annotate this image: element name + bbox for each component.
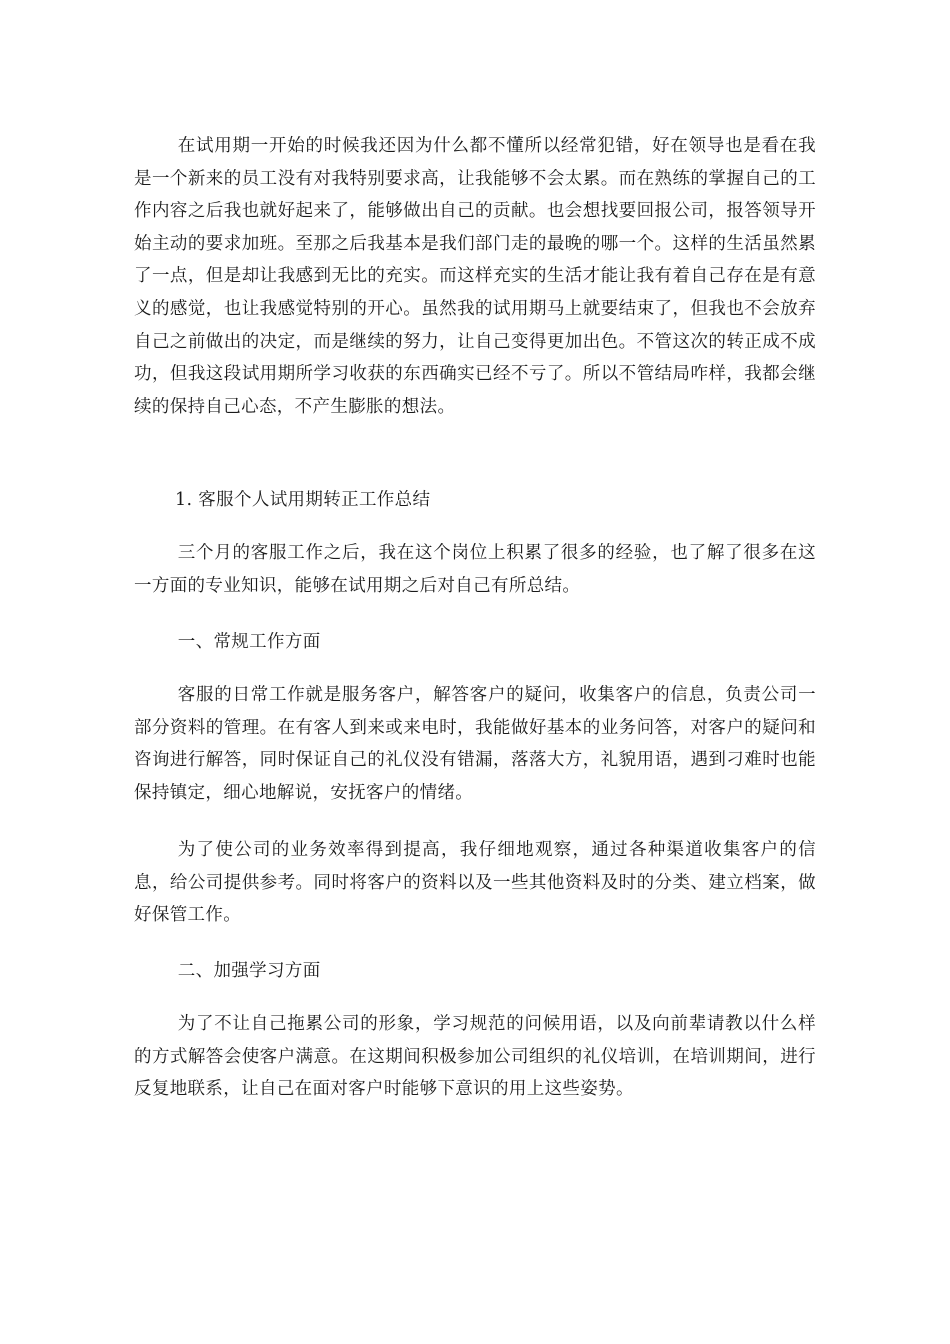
paragraph-efficiency: 为了使公司的业务效率得到提高，我仔细地观察，通过各种渠道收集客户的信息，给公司提供参考。同时将客户的资料以及一些其他资料及时的分类、建立档案，做好保管工作。 xyxy=(134,840,816,926)
heading-routine-work: 一、常规工作方面 xyxy=(177,632,321,652)
paragraph-customer-service-intro: 三个月的客服工作之后，我在这个岗位上积累了很多的经验，也了解了很多在这一方面的专业知识，能够在试用期之后对自己有所总结。 xyxy=(134,543,816,596)
section-title: 1. 客服个人试用期转正工作总结 xyxy=(175,490,431,510)
paragraph-learning: 为了不让自己拖累公司的形象，学习规范的问候用语，以及向前辈请教以什么样的方式解答会使客户满意。在这期间积极参加公司组织的礼仪培训，在培训期间，进行反复地联系，让自己在面对客户时能够下意识的用上这些姿势。 xyxy=(134,1014,816,1100)
paragraph-routine-work: 客服的日常工作就是服务客户，解答客户的疑问，收集客户的信息，负责公司一部分资料的管理。在有客人到来或来电时，我能做好基本的业务问答，对客户的疑问和咨询进行解答，同时保证自己的礼仪没有错漏，落落大方，礼貌用语，遇到刁难时也能保持镇定，细心地解说，安抚客户的情绪。 xyxy=(134,685,816,803)
paragraph-trial-period-reflection: 在试用期一开始的时候我还因为什么都不懂所以经常犯错，好在领导也是看在我是一个新来的员工没有对我特别要求高，让我能够不会太累。而在熟练的掌握自己的工作内容之后我也就好起来了，能够做出自己的贡献。也会想找要回报公司，报答领导开始主动的要求加班。至那之后我基本是我们部门走的最晚的哪一个。这样的生活虽然累了一点，但是却让我感到无比的充实。而这样充实的生活才能让我有着自己存在是有意义的感觉，也让我感觉特别的开心。虽然我的试用期马上就要结束了，但我也不会放弃自己之前做出的决定，而是继续的努力，让自己变得更加出色。不管这次的转正成不成功，但我这段试用期所学习收获的东西确实已经不亏了。所以不管结局咋样，我都会继续的保持自己心态，不产生膨胀的想法。 xyxy=(134,136,816,417)
heading-strengthen-learning: 二、加强学习方面 xyxy=(177,961,321,981)
